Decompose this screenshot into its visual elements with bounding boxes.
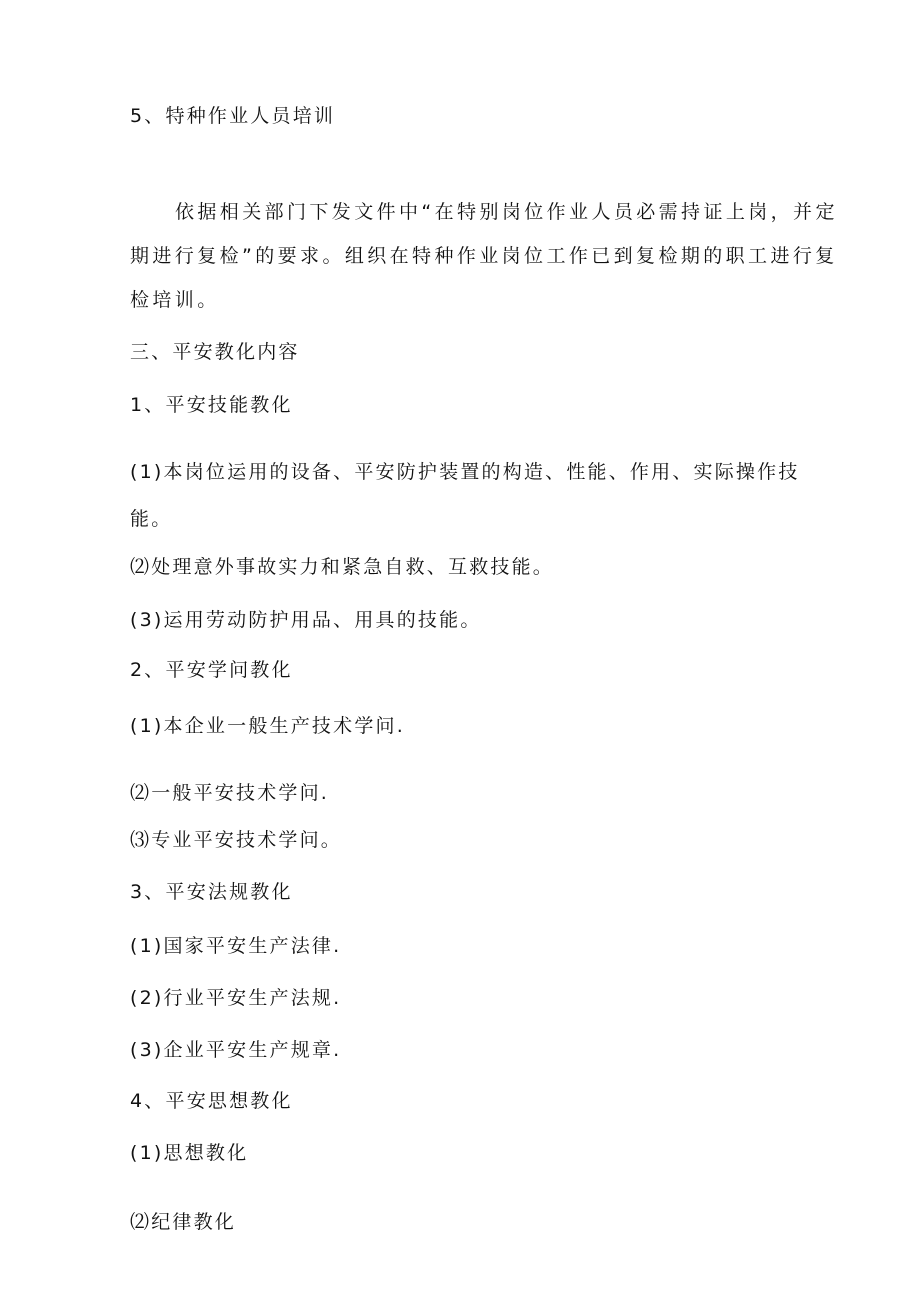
paragraph-line-1: 依据相关部门下发文件中“在特别岗位作业人员必需持证上岗，并定 (175, 201, 838, 223)
subheading-1: 1、平安技能教化 (130, 394, 293, 416)
list-item: (1)本企业一般生产技术学问. (130, 715, 405, 737)
list-item: (3)运用劳动防护用品、用具的技能。 (130, 609, 482, 631)
list-item: (1)国家平安生产法律. (130, 935, 342, 957)
list-item: ⑵一般平安技术学问. (130, 782, 330, 804)
subheading-4: 4、平安思想教化 (130, 1090, 293, 1112)
list-item: (1)本岗位运用的设备、平安防护装置的构造、性能、作用、实际操作技 (130, 461, 800, 483)
list-item: ⑵处理意外事故实力和紧急自救、互救技能。 (130, 556, 555, 578)
section-heading-5: 5、特种作业人员培训 (130, 105, 336, 127)
list-item: (2)行业平安生产法规. (130, 987, 342, 1009)
paragraph-line-2: 期进行复检”的要求。组织在特种作业岗位工作已到复检期的职工进行复 (130, 245, 838, 267)
subheading-2: 2、平安学问教化 (130, 659, 293, 681)
list-item: (1)思想教化 (130, 1142, 249, 1164)
chapter-heading-3: 三、平安教化内容 (130, 341, 300, 363)
list-item: ⑶专业平安技术学问。 (130, 829, 343, 851)
list-item: (3)企业平安生产规章. (130, 1039, 342, 1061)
list-item: ⑵纪律教化 (130, 1211, 237, 1233)
paragraph-line-3: 检培训。 (130, 289, 220, 311)
list-item-continued: 能。 (130, 508, 173, 530)
subheading-3: 3、平安法规教化 (130, 881, 293, 903)
